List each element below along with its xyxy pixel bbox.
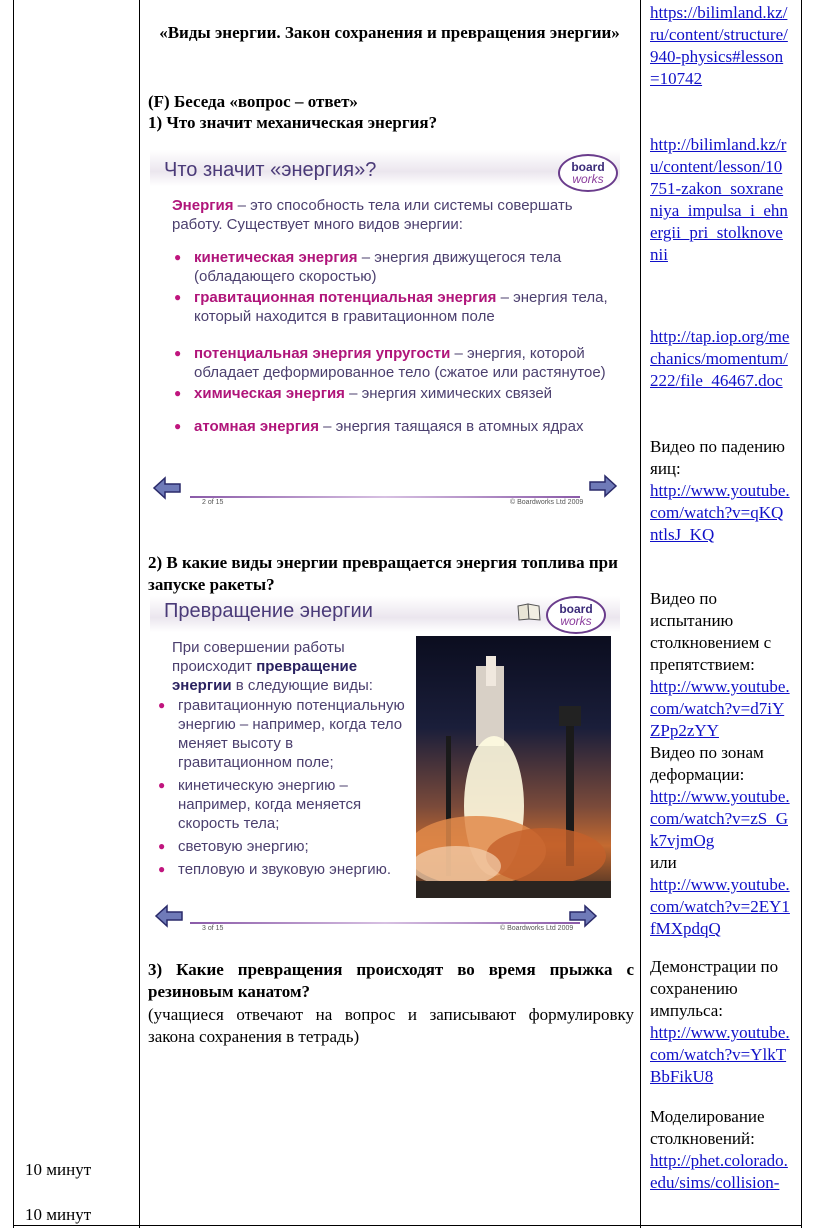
- video-link[interactable]: http://www.youtube.com/watch?v=d7iYZPp2zYY: [650, 677, 790, 740]
- question-3-note: (учащиеся отвечают на вопрос и записывают формулировку закона сохранения в тетрадь): [148, 1005, 634, 1046]
- slide-copyright: © Boardworks Ltd 2009: [500, 925, 574, 932]
- or-label: или: [650, 853, 677, 872]
- video-link[interactable]: http://www.youtube.com/watch?v=qKQntlsJ_KQ: [650, 481, 790, 544]
- slide-title: Превращение энергии: [164, 600, 373, 622]
- resource-link[interactable]: https://bilimland.kz/ru/content/structure/940-physics#lesson=10742: [650, 3, 788, 88]
- boardworks-logo: board works: [546, 596, 606, 634]
- list-item: ● тепловую и звуковую энергию.: [156, 860, 406, 879]
- question-3: 3) Какие превращения происходят во время прыжка с резиновым канатом?: [148, 960, 634, 1001]
- list-item: ● химическая энергия – энергия химических связей: [172, 384, 612, 403]
- forward-arrow-icon[interactable]: [568, 904, 598, 928]
- table-border-bottom: [13, 1225, 802, 1226]
- forward-arrow-icon[interactable]: [588, 474, 618, 498]
- simulation-label: Моделирование столкновений:: [650, 1107, 765, 1148]
- transformation-intro: При совершении работы происходит превращение энергии в следующие виды:: [172, 639, 373, 694]
- rocket-launch-photo: [416, 636, 611, 898]
- boardworks-logo: board works: [558, 154, 618, 192]
- slide-header: [150, 150, 620, 186]
- slide-energy-definition: [150, 150, 620, 518]
- video-label: Видео по испытанию столкновением с препятствием:: [650, 589, 772, 674]
- back-arrow-icon[interactable]: [154, 904, 184, 928]
- energy-types-list: [172, 248, 612, 436]
- rocket-illustration: [416, 636, 611, 898]
- list-item: ● гравитационную потенциальную энергию – например, когда тело меняет высоту в гравитационном поле;: [156, 696, 406, 772]
- simulation-link[interactable]: http://phet.colorado.edu/sims/collision-: [650, 1151, 788, 1192]
- demo-link[interactable]: http://www.youtube.com/watch?v=YlkTBbFikU8: [650, 1023, 790, 1086]
- table-border-left: [13, 0, 14, 1228]
- question-1: 1) Что значит механическая энергия?: [148, 113, 438, 132]
- time-entry: 10 минут: [25, 1205, 92, 1224]
- book-icon: [516, 602, 542, 622]
- lesson-title: «Виды энергии. Закон сохранения и превращения энергии»: [159, 23, 620, 42]
- slide-footer: [150, 486, 620, 508]
- list-item: ● потенциальная энергия упругости – энергия, которой обладает деформированное тело (сжатое или растянутое): [172, 344, 612, 382]
- resource-link[interactable]: http://bilimland.kz/ru/content/lesson/10751-zakon_soxraneniya_impulsa_i_ehnergii_pri_stolknovenii: [650, 135, 788, 264]
- slide-footer: [150, 912, 620, 934]
- back-arrow-icon[interactable]: [152, 476, 182, 500]
- table-border-col2: [640, 0, 641, 1228]
- slide-page-number: 2 of 15: [202, 499, 224, 506]
- video-label: Видео по падению яиц:: [650, 437, 785, 478]
- list-item: ● атомная энергия – энергия таящаяся в атомных ядрах: [172, 417, 612, 436]
- list-item: ● световую энергию;: [156, 837, 406, 856]
- energy-definition: Энергия – это способность тела или системы совершать работу. Существует много видов энергии:: [172, 197, 573, 233]
- slide-energy-transformation: [150, 596, 620, 936]
- list-item: ● кинетическую энергию – например, когда меняется скорость тела;: [156, 776, 406, 833]
- slide-body: [172, 638, 410, 699]
- table-border-right: [801, 0, 802, 1228]
- video-link[interactable]: http://www.youtube.com/watch?v=zS_Gk7vjmOg: [650, 787, 790, 850]
- time-entry: 10 минут: [25, 1160, 92, 1179]
- slide-title: Что значит «энергия»?: [164, 159, 377, 181]
- list-item: ● гравитационная потенциальная энергия – энергия тела, который находится в гравитационном поле: [172, 288, 612, 326]
- transformation-types-list: [156, 696, 406, 879]
- question-2: 2) В какие виды энергии превращается энергия топлива при запуске ракеты?: [148, 553, 618, 594]
- slide-copyright: © Boardworks Ltd 2009: [510, 499, 584, 506]
- list-item: ● кинетическая энергия – энергия движущегося тела (обладающего скоростью): [172, 248, 612, 286]
- video-link[interactable]: http://www.youtube.com/watch?v=2EY1fMXpdqQ: [650, 875, 790, 938]
- slide-body: [172, 196, 612, 436]
- discussion-label: (F) Беседа «вопрос – ответ»: [148, 92, 358, 111]
- demo-label: Демонстрации по сохранению импульса:: [650, 957, 779, 1020]
- video-label: Видео по зонам деформации:: [650, 743, 764, 784]
- slide-page-number: 3 of 15: [202, 925, 224, 932]
- resource-link[interactable]: http://tap.iop.org/mechanics/momentum/222/file_46467.doc: [650, 327, 790, 390]
- table-border-col1: [139, 0, 140, 1228]
